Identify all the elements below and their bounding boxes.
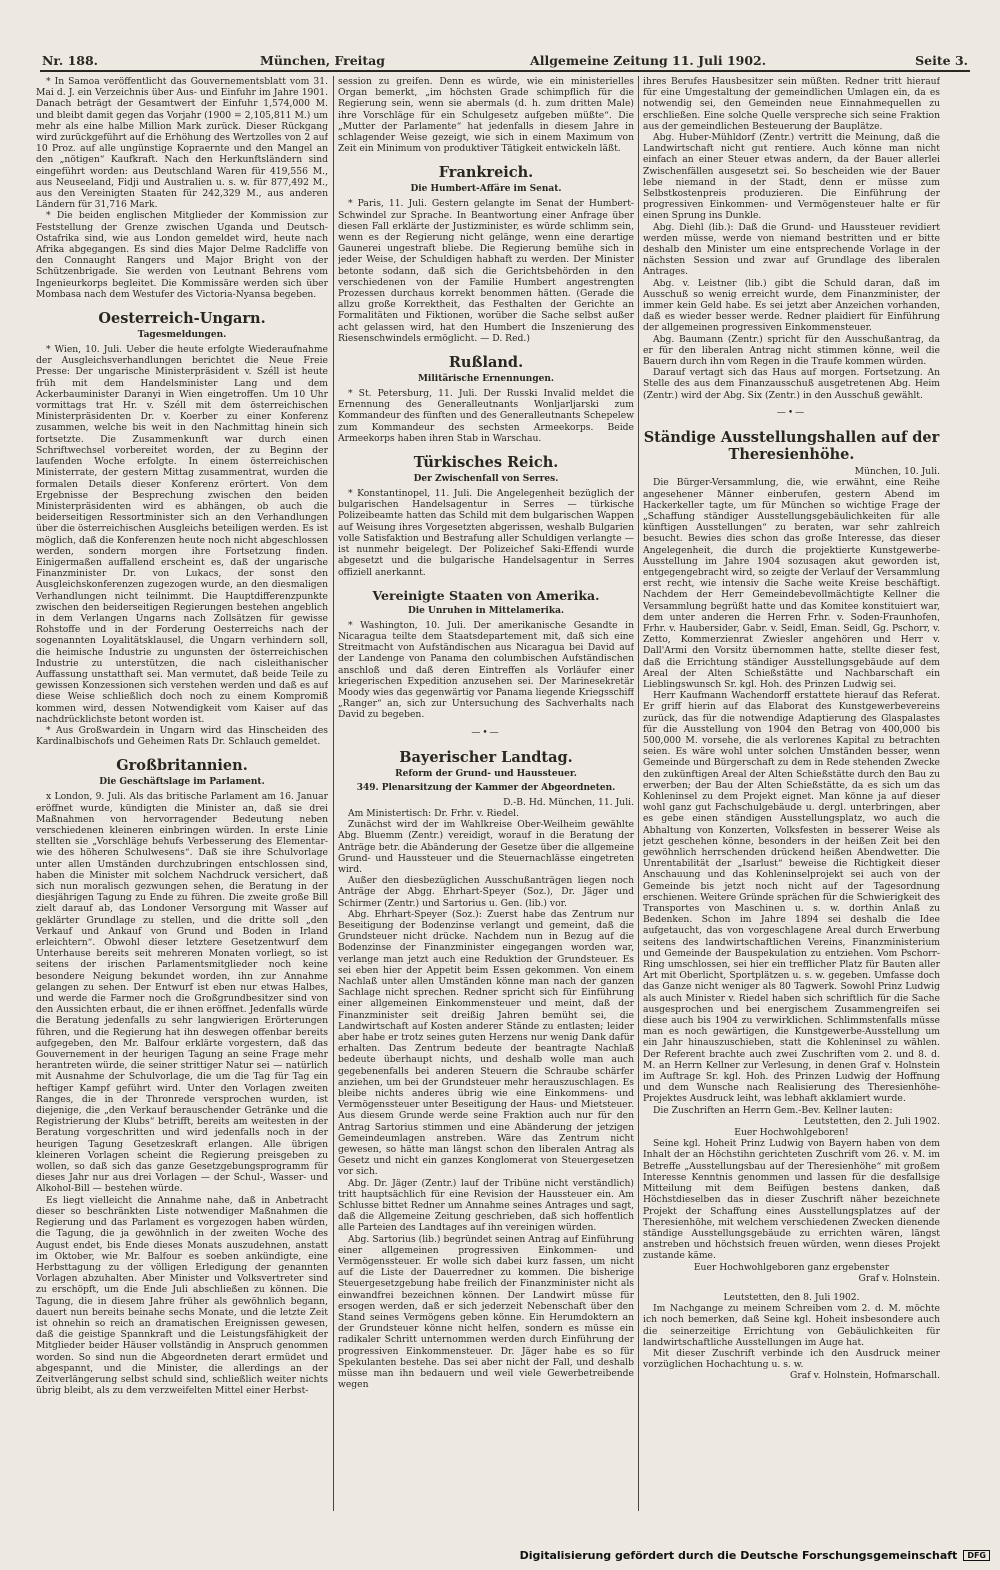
column-2 bbox=[338, 76, 634, 1511]
publication-place: München, Freitag bbox=[260, 53, 386, 68]
letter-body: Mit dieser Zuschrift verbinde ich den Ausdruck meiner vorzüglichen Hochachtung u. s. w. bbox=[643, 1347, 940, 1371]
section-subheading: Die Geschäftslage im Parlament. bbox=[99, 777, 265, 788]
column-3 bbox=[643, 76, 940, 1511]
section-heading: Oesterreich-Ungarn. bbox=[98, 310, 266, 328]
newspaper-title: Allgemeine Zeitung bbox=[530, 53, 668, 68]
article-paragraph: Abg. Ehrhart-Speyer (Soz.): Zuerst habe das Zentrum nur Beseitigung der Bodenzinse verlangt und gemeint, daß die Grundsteuer nicht drücke. Nachdem nun in Bezug auf die Bodenzinse der Finanzminister eingegangen worden war, verlange man jetzt auch eine Reduktion der Grundsteuer. Es sei eben hier der Appetit beim Essen gekommen. Von einem Nachlaß unter allen Umständen könne man nach der ganzen Sachlage nicht sprechen. Redner spricht sich für Einführung einer allgemeinen Einkommensteuer und meint, daß der Finanzminister seit dreißig Jahren bemüht sei, die Landwirtschaft auf Kosten anderer Stände zu entlasten; leider aber habe er trotz seines guten Herzens nur wenig Dank dafür erhalten. Das Zentrum bedeute der beantragte Nachlaß bedeute überhaupt nichts, und deshalb wolle man auch gegebenenfalls bei anderen Steuern die Schraube schärfer anziehen, um bei der Grundsteuer mehr herauszuschlagen. Es bleibe nichts anderes übrig wie eine Einkommens- und Vermögenssteuer unter Beseitigung der Haus- und Mietsteuer. Aus diesem Grunde werde seine Fraktion auch nur für den Antrag Sartorius stimmen und eine Abänderung der jetzigen Gemeindeumlagen anstreben. Wäre das Zentrum nicht gewesen, so hätte man längst schon den liberalen Antrag als Gesetz und nicht ein ganzes Konglomerat von Steuergesetzen vor sich. bbox=[338, 908, 634, 1178]
section-subheading: Die Humbert-Affäre im Senat. bbox=[410, 184, 562, 195]
article-paragraph: Abg. Huber-Mühldorf (Zentr.) vertritt die Meinung, daß die Landwirtschaft nicht gut rentiere. Auch könne man nicht einfach an einer Steuer etwas andern, da der Bauer allerlei Zwischenfällen ausgesetzt sei. So bescheiden wie der Bauer lebe niemand in der Stadt, denn er müsse zum Selbstkostenpreis produzieren. Die Einführung der progressiven Einkommen- und Vermögensteuer halte er für einen Sprung ins Dunkle. bbox=[643, 132, 940, 222]
section-heading: Bayerischer Landtag. bbox=[399, 748, 573, 766]
section-subheading: Reform der Grund- und Haussteuer. bbox=[395, 768, 577, 779]
article-paragraph: * Washington, 10. Juli. Der amerikanische Gesandte in Nicaragua teilte dem Staatsdepartement mit, daß sich eine Streitmacht von Aufständischen aus Nicaragua bei David auf der Landenge von Panama den columbischen Aufständischen anschloß und daß deren Eintreffen als Vorläufer einer kriegerischen Expedition anzusehen sei. Der Marinesekretär Moody wies das gegenwärtig vor Panama liegende Kriegsschiff „Ranger“ an, sich zur Untersuchung des Sachverhalts nach David zu begeben. bbox=[338, 619, 634, 721]
column-1 bbox=[36, 76, 328, 1511]
section-heading: Großbritannien. bbox=[116, 757, 248, 775]
letter-place-date: Leutstetten, den 2. Juli 1902. bbox=[803, 1115, 940, 1127]
article-paragraph: Abg. Baumann (Zentr.) spricht für den Ausschußantrag, da er für den liberalen Antrag nicht stimmen könne, weil die Bauern durch ihn vom Regen in die Traufe kommen würden. bbox=[643, 333, 940, 368]
column-divider bbox=[638, 76, 639, 1511]
letter-salutation: Euer Hochwohlgeboren! bbox=[734, 1127, 849, 1139]
divider-ornament: —•— bbox=[471, 727, 501, 738]
letter-signature: Graf v. Holnstein, Hofmarschall. bbox=[790, 1370, 940, 1382]
article-paragraph: * St. Petersburg, 11. Juli. Der Russki Invalid meldet die Ernennung des Generalleutnants Wonljarljarski zum Kommandeur des fünften und des Generalleutnants Schepelew zum Kommandeur des sechsten Armeekorps. Beide Armeekorps haben ihren Stab in Warschau. bbox=[338, 388, 634, 444]
dateline: D.-B. Hd. München, 11. Juli. bbox=[503, 796, 634, 808]
section-subheading: Die Unruhen in Mittelamerika. bbox=[407, 605, 565, 616]
article-paragraph: Außer den diesbezüglichen Ausschußanträgen liegen noch Anträge der Abgg. Ehrhart-Speyer (Soz.), Dr. Jäger und Schirmer (Zentr.) und Sartorius u. Gen. (lib.) vor. bbox=[338, 875, 634, 909]
article-paragraph: Es liegt vielleicht die Annahme nahe, daß in Anbetracht dieser so beschränkten Liste notwendiger Maßnahmen die Regierung und das Parlament es vorgezogen haben würden, die Tagung, die ja gewöhnlich in der zweiten Woche des August endet, bis Ende dieses Monats auszudehnen, anstatt im Oktober, wie Mr. Balfour es soeben ankündigte, eine Herbsttagung zu der völligen Erledigung der genannten Vorlagen abzuhalten. Aber Minister und Volksvertreter sind zu erschöpft, um die Ende Juli abschließen zu können. Die Tagung, die in diesem Jahre früher als gewöhnlich begann, dauert nun bereits beinahe sechs Monate, und die letzte Zeit ist ohnehin so reich an dramatischen Ereignissen gewesen, daß die geistige Spannkraft und die Leistungsfähigkeit der Mitglieder beider Häuser vollständig in Anspruch genommen worden. So sind nun die Abgeordneten derart ermüdet und abgespannt, und die Minister, die allerdings an der Zeitverlängerung selbst schuld sind, schließlich weiter nichts übrig bleibt, als zu dem verzweifelten Mittel einer Herbst- bbox=[36, 1194, 328, 1397]
article-paragraph: Die Bürger-Versammlung, die, wie erwähnt, eine Reihe angesehener Männer einberufen, gestern Abend im Hackerkeller tagte, um für München so wichtige Frage der „Schaffung ständiger Ausstellungsgebäulichkeiten für alle künftigen Ausstellungen“ zu beraten, war sehr zahlreich besucht. Bewies dies schon das große Interesse, das dieser Angelegenheit, die durch die projektierte Kunstgewerbe-Ausstellung im Jahre 1904 sozusagen akut geworden ist, entgegengebracht wird, so zeigte der Verlauf der Versammlung erst recht, wie intensiv die Sache weite Kreise beschäftigt. Nachdem der Herr Gemeindebevollmächtigte Kellner die Versammlung begrüßt hatte und das Komitee konstituiert war, dem unter anderen die Herren Frhr. v. Soden-Fraunhofen, Frhr. v. Haubersider, Gabr. v. Seidl, Eman. Seidl, Gg. Pschorr, v. Zetto, Kommerzienrat Zwiesler angehören und Herr v. Dall'Armi den Vorsitz übernommen hatte, stellte dieser fest, daß die Errichtung ständiger Ausstellungsgebäude auf dem Areal der Alten Schießstätte und Nachbarschaft ein Lieblingswunsch Sr. kgl. Hoh. des Prinzen Ludwig sei. bbox=[643, 477, 940, 690]
digitization-credit bbox=[520, 1549, 990, 1562]
article-paragraph: * Konstantinopel, 11. Juli. Die Angelegenheit bezüglich der bulgarischen Handelsagentur in Serres — türkische Polizeibeamte hatten das Schild mit dem bulgarischen Wappen auf Weisung ihres Vorgesetzten abgerissen, weshalb Bulgarien volle Satisfaktion und Bestrafung aller Schuldigen verlangte — ist nunmehr beigelegt. Der Polizeichef Saki-Effendi wurde abgesetzt und die bulgarische Handelsagentur in Serres offiziell anerkannt. bbox=[338, 488, 634, 578]
dfg-logo: DFG bbox=[963, 1550, 990, 1561]
section-heading: Ständige Ausstellungshallen auf der Theresienhöhe. bbox=[643, 429, 940, 464]
article-paragraph: * Wien, 10. Juli. Ueber die heute erfolgte Wiederaufnahme der Ausgleichsverhandlungen berichtet die Neue Freie Presse: Der ungarische Ministerpräsident v. Széll ist heute früh mit dem Handelsminister Lang und dem Ackerbauminister Daranyi in Wien eingetroffen. Um 10 Uhr vormittags trat Hr. v. Széll mit dem österreichischen Ministerpräsidenten Dr. v. Koerber zu einer Konferenz zusammen, welche bis weit in den Nachmittag hinein sich fortsetzte. Die Zusammenkunft war durch einen Schriftwechsel vorbereitet worden, der zu Beginn der laufenden Woche erfolgte. In einem österreichischen Ministerrate, der gestern Mittag zusammentrat, wurden die formalen Details dieser Konferenz erörtert. Von dem Ergebnisse der Besprechung zwischen den beiden Ministerpräsidenten wird es abhängen, ob auch die beiderseitigen Ressortminister sich an den Verhandlungen über die österreichischen Ausgleichs beteiligen werden. Es ist möglich, daß die Konferenzen heute noch nicht abgeschlossen werden, sondern morgen ihre Fortsetzung finden. Einigermaßen auffallend erscheint es, daß der ungarische Finanzminister Dr. von Lukacs, der sonst den Ausgleichskonferenzen zugezogen wurde, an den diesmaligen Verhandlungen nicht teilnimmt. Die Hauptdifferenzpunkte zwischen den beiderseitigen Regierungen bestehen angeblich in dem Verlangen Ungarns nach Zollsätzen für gewisse Rohstoffe und in der Forderung Oesterreichs nach der sogenannten Loyalitätsklausel, die Ungarn verhindern soll, die heimische Industrie zu ungunsten der österreichischen Industrie zu unterstützen, die nach cisleithanischer Auffassung unstatthaft sei. Man vermutet, daß beide Teile zu gewissen Konzessionen sich verstehen werden und daß es auf diese Weise schließlich doch noch zu einem Kompromiß kommen wird, dessen Notwendigkeit vom Kaiser auf das nachdrücklichste betont worden ist. bbox=[36, 344, 328, 725]
article-paragraph: Abg. Diehl (lib.): Daß die Grund- und Haussteuer revidiert werden müsse, werde von niemand bestritten und er bitte deshalb den Minister um eine entsprechende Vorlage in der nächsten Session und zwar auf Grundlage des liberalen Antrages. bbox=[643, 221, 940, 278]
credit-text: Digitalisierung gefördert durch die Deutsche Forschungsgemeinschaft bbox=[519, 1549, 958, 1562]
article-paragraph: Die Zuschriften an Herrn Gem.-Bev. Kellner lauten: bbox=[653, 1104, 893, 1116]
article-paragraph: Zunächst wird der im Wahlkreise Ober-Weilheim gewählte Abg. Bluemm (Zentr.) vereidigt, worauf in die Beratung der Anträge betr. die Abänderung der Gesetze über die allgemeine Grund- und Haussteuer und die Steuernachlässe eingetreten wird. bbox=[338, 819, 634, 875]
section-subheading: Tagesmeldungen. bbox=[137, 330, 227, 341]
dateline: München, 10. Juli. bbox=[854, 466, 940, 478]
section-subheading: 349. Plenarsitzung der Kammer der Abgeordneten. bbox=[356, 782, 616, 793]
article-paragraph: * Die beiden englischen Mitglieder der Kommission zur Feststellung der Grenze zwischen Uganda und Deutsch-Ostafrika sind, wie aus London gemeldet wird, heute nach Afrika abgegangen. Es sind dies Major Delme Radcliffe von den Connaught Rangers und Major Bright von der Schützenbrigade. Sie werden von Leutnant Behrens vom Ingenieurkorps begleitet. Die Kommissäre werden sich über Mombasa nach dem Westufer des Victoria-Nyansa begeben. bbox=[36, 210, 328, 300]
article-paragraph: * In Samoa veröffentlicht das Gouvernementsblatt vom 31. Mai d. J. ein Verzeichnis über Aus- und Einfuhr im Jahre 1901. Danach beträgt der Gesamtwert der Einfuhr 1,574,000 M. und bleibt damit gegen das Vorjahr (1900 = 2,105,811 M.) um mehr als eine halbe Million Mark zurück. Dieser Rückgang wird zurückgeführt auf die Erhöhung des Wertzolles von 2 auf 10 Proz. auf alle ungünstige Kopraernte und den Mangel an den „nötigen“ Kaufkraft. Nach den Herkunftsländern sind eingeführt worden: aus Deutschland Waren für 419,556 M., aus Neuseeland, Fidji und Australien u. s. w. für 877,492 M., aus den Vereinigten Staaten für 242,329 M., aus anderen Ländern für 31,716 Mark. bbox=[36, 76, 328, 211]
issue-date: 11. Juli 1902. bbox=[672, 53, 767, 68]
section-heading: Türkisches Reich. bbox=[413, 454, 559, 472]
section-subheading: Militärische Ernennungen. bbox=[417, 374, 555, 385]
section-heading: Vereinigte Staaten von Amerika. bbox=[372, 587, 600, 603]
letter-closing: Euer Hochwohlgeboren ganz ergebenster bbox=[693, 1261, 890, 1273]
article-paragraph: Abg. v. Leistner (lib.) gibt die Schuld daran, daß im Ausschuß so wenig erreicht wurde, dem Finanzminister, der immer kein Geld habe. Es sei jetzt aber Anzeichen vorhanden, daß es wieder besser werde. Redner plaidiert für Einführung der allgemeinen progressiven Einkommensteuer. bbox=[643, 277, 940, 334]
article-paragraph: x London, 9. Juli. Als das britische Parlament am 16. Januar eröffnet wurde, kündigten die Minister an, daß sie drei Maßnahmen von hervorragender Bedeutung neben verschiedenen kleineren einbringen würden. In erste Linie stellten sie „Vorschläge behufs Verbesserung des Elementar- wie des höheren Schulwesens“. Daß sie ihre Schulvorlage unter allen Umständen durchzubringen entschlossen sind, haben die Minister mit solchem Nachdruck versichert, daß sich nun moralisch gezwungen sehen, die Beratung in der diesjährigen Tagung zu Ende zu führen. Die zweite große Bill zielt darauf ab, das Londoner Versorgung mit Wasser auf geklärter Grundlage zu stellen, und die dritte soll „den Verkauf und Ankauf von Grund und Boden in Irland erleichtern“. Obwohl dieser letztere Gesetzentwurf dem Unterhause bereits seit mehreren Monaten vorliegt, so ist seitens der irischen Parlamentsmitglieder noch keine besondere Neigung bekundet worden, ihn zur Annahme gelangen zu sehen. Der Entwurf ist eben nur etwas Halbes, und werde die Farmer noch die Großgrundbesitzer sind von den Aussichten erbaut, die er ihnen eröffnet. Jedenfalls würde die Beratung jedenfalls zu sehr langwierigen Erörterungen führen, und die Regierung hat ihn deswegen offenbar bereits aufgegeben, den Mr. Balfour erklärte vorgestern, daß das Gouvernement in der heurigen Tagung an seine Frage mehr herantreten würde, die seiner strittiger Natur sei — natürlich mit Ausnahme der Schulvorlage, die um die Tag für Tag ein heftiger Kampf geführt wird. Unter den Vorlagen zweiten Ranges, die in der Thronrede versprochen wurden, ist diejenige, die „den Verkauf berauschender Getränke und die Registrierung der Klubs“ betrifft, bereits am weitesten in der Beratung vorgeschritten und wird jedenfalls noch in der heurigen Tagung Gesetzeskraft erlangen. Alle übrigen kleineren Vorlagen scheint die Regierung preisgeben zu wollen, so daß sich das ganze Gesetzgebungsprogramm für dieses Jahr nur aus drei Vorlagen — der Schul-, Wasser- und Alkohol-Bill — bestehen würde. bbox=[36, 791, 328, 1195]
letter-body: Seine kgl. Hoheit Prinz Ludwig von Bayern haben von dem Inhalt der an Höchstihn gerichteten Zuschrift vom 26. v. M. im Betreffe „Ausstellungsbau auf der Theresienhöhe“ mit großem Interesse Kenntnis genommen und lassen für die desfallsige Mitteilung mit dem Beifügen bestens danken, daß Höchstdieselben das in dieser Zuschrift näher bezeichnete Projekt der Schaffung eines Ausstellungsplatzes auf der Theresienhöhe, mit welchem verschiedenen Zwecken dienende ständige Ausstellungsgebäude zu errichten wären, längst anstreben und höchstsich freuen würden, wenn dieses Projekt zustande käme. bbox=[643, 1138, 940, 1262]
article-paragraph: * Paris, 11. Juli. Gestern gelangte im Senat der Humbert-Schwindel zur Sprache. In Beantwortung einer Anfrage über diesen Fall erklärte der Justizminister, es würde schlimm sein, wenn es der Regierung nicht gelänge, wenn eine derartige Gaunerei ungestraft bliebe. Die Regierung bemühe sich in jeder Weise, der Schuldigen habhaft zu werden. Der Minister betonte sodann, daß sich die Gerichtsbehörden in den verschiedenen von der Familie Humbert angestrengten Prozessen durchaus korrekt benommen hätten. (Gerade die allzu große Korrektheit, das Festhalten der Gerichte an Formalitäten und Fiktionen, worüber die Sache selbst außer acht gelassen wird, hat den Humbert die Inszenierung des Riesenschwindels ermöglicht. — D. Red.) bbox=[338, 198, 634, 344]
letter-signature: Graf v. Holnstein. bbox=[858, 1272, 940, 1284]
article-paragraph: ihres Berufes Hausbesitzer sein müßten. Redner tritt hierauf für eine Umgestaltung der gemeindlichen Umlagen ein, da es notwendig sei, den Gemeinden neue Einnahmequellen zu erschließen. Eine solche Quelle verspreche sich seine Fraktion aus der gemeindlichen Besteuerung der Bauplätze. bbox=[643, 76, 940, 132]
article-paragraph: Darauf vertagt sich das Haus auf morgen. Fortsetzung. An Stelle des aus dem Finanzausschuß ausgetretenen Abg. Heim (Zentr.) wird der Abg. Six (Zentr.) in den Ausschuß gewählt. bbox=[643, 367, 940, 401]
divider-ornament: —•— bbox=[776, 407, 807, 418]
article-paragraph: * Aus Großwardein in Ungarn wird das Hinscheiden des Kardinalbischofs und Geheimen Rats Dr. Schlauch gemeldet. bbox=[36, 724, 328, 748]
article-paragraph: Am Ministertisch: Dr. Frhr. v. Riedel. bbox=[348, 807, 520, 819]
article-paragraph: session zu greifen. Denn es würde, wie ein ministerielles Organ bemerkt, „im höchsten Grade schimpflich für die Regierung sein, wenn sie abermals (d. h. zum dritten Male) ihre Vorschläge für ein Schulgesetz aufgeben müßte“. Die „Mutter der Parlamente“ hat jedenfalls in diesem Jahre in schlagender Weise gezeigt, wie sich in einem Maximum von Zeit ein Minimum von produktiver Tätigkeit entwickeln läßt. bbox=[338, 76, 634, 155]
section-subheading: Der Zwischenfall von Serres. bbox=[413, 474, 559, 485]
page-number: Seite 3. bbox=[915, 53, 968, 68]
letter-body: Im Nachgange zu meinem Schreiben vom 2. d. M. möchte ich noch bemerken, daß Seine kgl. Hoheit insbesondere auch die seinerzeitige Errichtung von Gebäulichkeiten für landwirtschaftliche Ausstellungen im Auge hat. bbox=[643, 1303, 940, 1348]
article-paragraph: Abg. Dr. Jäger (Zentr.) lauf der Tribüne nicht verständlich) tritt hauptsächlich für eine Revision der Haussteuer ein. Am Schlusse bittet Redner um Annahme seines Antrages und sagt, daß die Allgemeine Zeitung geschrieben, daß sich hoffentlich alle Parteien des Landtages auf ihn vereinigen würden. bbox=[338, 1177, 634, 1234]
column-divider bbox=[333, 76, 334, 1511]
article-paragraph: Herr Kaufmann Wachendorff erstattete hierauf das Referat. Er griff hierin auf das Elaborat des Kunstgewerbevereins zurück, das für die notwendige Adaptierung des Glaspalastes für die Ausstellung von 1904 den Betrag von 400,000 bis 500,000 M. vorsehe, die als verlorenes Kapital zu betrachten seien. Es wäre wohl unter solchen Umständen besser, wenn Gemeinde und Bürgerschaft zu dem in Rede stehenden Zwecke den zukünftigen Areal der Alten Schießstätte durch den Bau zu erwerben; der Bau der Alten Schießstätte, da es sich um das Kohleninsel zu dem Projekt eignet. Man könne ja auf dieser wohl ganz gut Fachschulgebäude u. dergl. unterbringen, aber es gebe einen ständigen Ausstellungsplatz, wo auch die Abhaltung von Konzerten, Volksfesten in besserer Weise als jetzt geschehen könne, besonders in der heißen Zeit bei den gewöhnlich herrschenden drückend heißen Abendwetter. Die Unrentabilität der „Isarlust“ beweise die Richtigkeit dieser Anschauung und das Kohleninselprojekt sei auch von der Gemeinde bis jetzt noch nicht auf der Tagesordnung erschienen. Weitere Gründe sprächen für die Schwierigkeit des Transportes von Maschinen u. s. w. dorthin Anlaß zu Bedenken. Schon im Jahre 1894 sei deshalb die Idee aufgetaucht, das von vorgeschlagene Areal durch Erwerbung seitens des landwirtschaftlichen Vereins, Finanzministerium und Gemeinde der Bauspekulation zu entziehen. Vom Pschorr-Ring umschlossen, sei hier ein trefflicher Platz für Bauten aller Art mit Oberlicht, Sportplätzen u. s. w. gegeben. Umfasse doch das Ganze nicht weniger als 80 Tagwerk. Sowohl Prinz Ludwig als auch Minister v. Riedel haben sich schriftlich für die Sache ausgesprochen und bei energischem Zusammengreifen sei diese auch bis 1904 zu verwirklichen. Schlimmstenfalls müsse man es noch gewärtigen, die Kunstgewerbe-Ausstellung um ein Jahr hinauszuschieben, statt die Kohleninsel zu wählen. Der Referent brachte auch zwei Zuschriften vom 2. und 8. d. M. an Herrn Kellner zur Verlesung, in denen Graf v. Holnstein im Auftrage Sr. kgl. Hoh. des Prinzen Ludwig der Hoffnung und dem Wunsche nach Realisierung des Theresienhöhe-Projektes Ausdruck leiht, was lebhaft akklamiert wurde. bbox=[643, 690, 940, 1105]
section-heading: Frankreich. bbox=[438, 164, 534, 182]
section-heading: Rußland. bbox=[448, 354, 524, 372]
article-paragraph: Abg. Sartorius (lib.) begründet seinen Antrag auf Einführung einer allgemeinen progressiven Einkommen- und Vermögenssteuer. Er wolle sich dabei kurz fassen, um nicht auf die Liste der Dauerredner zu kommen. Die bisherige Steuergesetzgebung habe freilich der Finanzminister nicht als einwandfrei bezeichnen können. Der Landwirt müsse für ersogen werden, daß er sich jederzeit Nebenschaft über den Stand seines Vermögens geben könne. Ein Herumdoktern an der Grundsteuer könne nicht helfen, sondern es müsse ein radikaler Schritt unternommen werden durch Einführung der progressiven Einkommensteuer. Dr. Jäger habe es so für Spekulanten bestehe. Das sei aber nicht der Fall, und deshalb müsse man ihn bedauern und weil viele Gewerbetreibende wegen bbox=[338, 1233, 634, 1391]
page-header bbox=[40, 52, 970, 72]
issue-number: Nr. 188. bbox=[42, 53, 99, 68]
letter-place-date: Leutstetten, den 8. Juli 1902. bbox=[723, 1291, 860, 1303]
